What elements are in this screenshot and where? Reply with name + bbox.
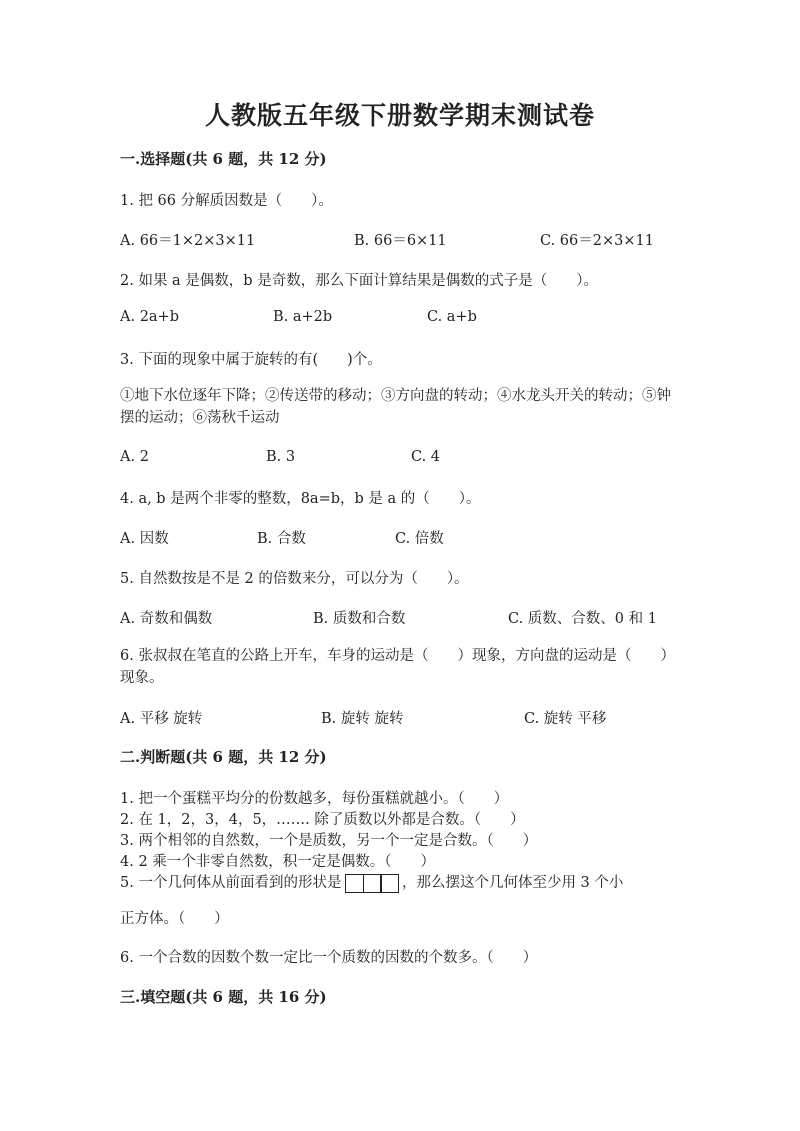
judge-q4: 4. 2 乘一个非零自然数，积一定是偶数。（ ） [120, 854, 436, 870]
choice-q4-option-c: C. 倍数 [395, 531, 444, 547]
judge-q5 [120, 871, 623, 897]
choice-q6-option-a: A. 平移 旋转 [120, 711, 203, 727]
judge-q6: 6. 一个合数的因数个数一定比一个质数的因数的个数多。（ ） [120, 950, 538, 966]
choice-q3: 3. 下面的现象中属于旋转的有( )个。 [120, 352, 382, 368]
choice-q3-option-a: A. 2 [120, 449, 149, 465]
judge-q5-continued: 正方体。（ ） [120, 911, 229, 927]
section-heading-fill: 三.填空题(共 6 题，共 16 分) [120, 988, 327, 1006]
page-title: 人教版五年级下册数学期末测试卷 [204, 101, 595, 130]
choice-q4-option-a: A. 因数 [120, 531, 169, 547]
choice-q5-option-c: C. 质数、合数、0 和 1 [508, 611, 657, 627]
choice-q6-option-c: C. 旋转 平移 [524, 711, 607, 727]
square-3 [380, 874, 399, 893]
choice-q6-option-b: B. 旋转 旋转 [321, 711, 404, 727]
choice-q2-option-c: C. a+b [427, 309, 477, 325]
choice-q1-option-b: B. 66＝6×11 [354, 233, 447, 249]
choice-q2-option-a: A. 2a+b [120, 309, 179, 325]
choice-q1-option-a: A. 66＝1×2×3×11 [120, 233, 256, 249]
choice-q4-option-b: B. 合数 [257, 531, 306, 547]
judge-q5-text-before: 5. 一个几何体从前面看到的形状是 [120, 875, 342, 891]
choice-q4: 4. a, b 是两个非零的整数，8a=b，b 是 a 的（ ）。 [120, 491, 481, 507]
choice-q3-option-c: C. 4 [411, 449, 441, 465]
choice-q3-option-b: B. 3 [266, 449, 296, 465]
choice-q1: 1. 把 66 分解质因数是（ ）。 [120, 193, 333, 209]
square-2 [363, 874, 382, 893]
choice-q3-detail: ①地下水位逐年下降；②传送带的移动；③方向盘的转动；④水龙头开关的转动；⑤钟摆的运动；⑥荡秋千运动 [120, 388, 671, 426]
choice-q6: 6. 张叔叔在笔直的公路上开车，车身的运动是（ ）现象，方向盘的运动是（ ）现象。 [120, 648, 675, 686]
three-squares-figure [345, 874, 398, 897]
judge-q3: 3. 两个相邻的自然数，一个是质数，另一个一定是合数。（ ） [120, 833, 538, 849]
choice-q2-option-b: B. a+2b [273, 309, 333, 325]
choice-q5-option-b: B. 质数和合数 [313, 611, 406, 627]
judge-q2: 2. 在 1，2，3，4，5，……. 除了质数以外都是合数。（ ） [120, 812, 525, 828]
judge-q5-text-after: ，那么摆这个几何体至少用 3 个小 [401, 875, 624, 891]
choice-q5: 5. 自然数按是不是 2 的倍数来分，可以分为（ ）。 [120, 571, 469, 587]
choice-q5-option-a: A. 奇数和偶数 [120, 611, 213, 627]
choice-q1-option-c: C. 66＝2×3×11 [540, 233, 654, 249]
section-heading-choice: 一.选择题(共 6 题，共 12 分) [120, 150, 327, 168]
square-1 [345, 874, 364, 893]
choice-q2: 2. 如果 a 是偶数，b 是奇数，那么下面计算结果是偶数的式子是（ ）。 [120, 273, 598, 289]
judge-q1: 1. 把一个蛋糕平均分的份数越多，每份蛋糕就越小。（ ） [120, 791, 509, 807]
section-heading-judge: 二.判断题(共 6 题，共 12 分) [120, 748, 327, 766]
